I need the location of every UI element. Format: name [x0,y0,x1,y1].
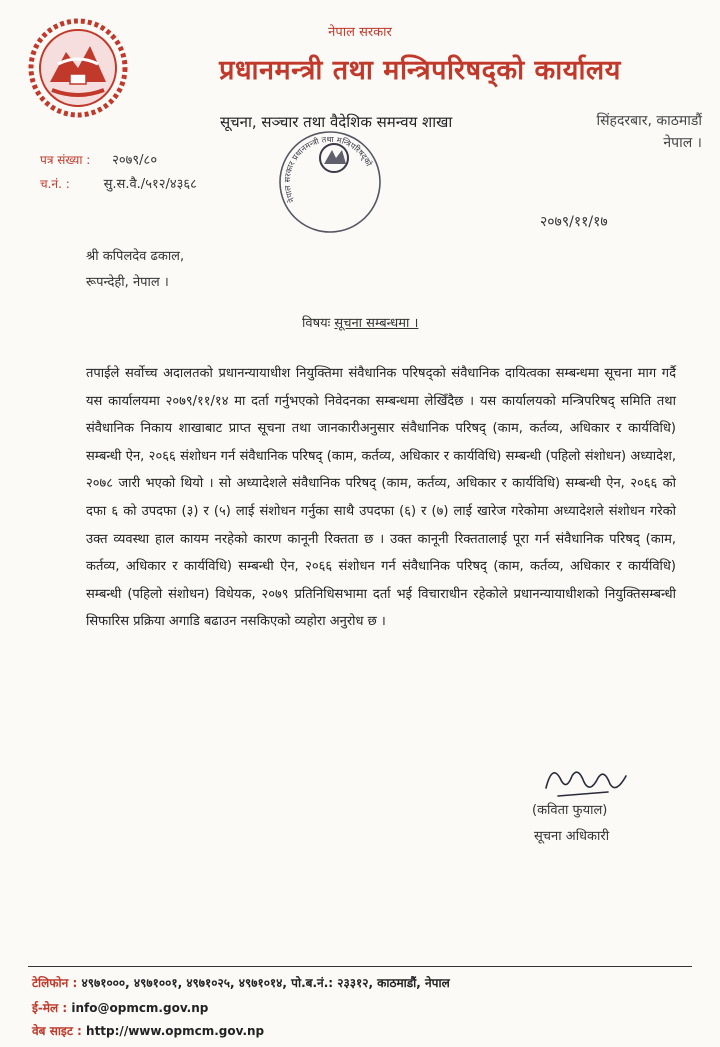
dispatch-number-label: च.नं. : [40,177,70,191]
subject-label: विषयः [302,316,331,331]
signatory-name: (कविता फुयाल) [532,803,608,818]
branch-name: सूचना, सञ्चार तथा वैदेशिक समन्वय शाखा [220,113,453,131]
signature-mark [538,758,648,804]
footer-divider [28,966,692,967]
letter-number-label: पत्र संख्या : [40,153,91,167]
letter-number: २०७९/८० [112,153,158,168]
website-label: वेब साइट : [32,1024,82,1038]
office-address [552,110,702,154]
letter-body: तपाईले सर्वोच्च अदालतको प्रधानन्यायाधीश नियुक्तिमा संवैधानिक परिषद्को संवैधानिक दायित्वका सम्बन्धमा सूचना माग गर्दै यस कार्यालयमा २०७९/११/१४ मा दर्ता गर्नुभएको निवेदनका सम्बन्धमा लेखिँदैछ । यस कार्यालयको मन्त्रिपरिषद् समिति तथा संवैधानिक निकाय शाखाबाट प्राप्त सूचना तथा जानकारीअनुसार संवैधानिक परिषद् (काम, कर्तव्य, अधिकार र कार्यविधि) सम्बन्धी ऐन, २०६६ संशोधन गर्न संवैधानिक परिषद् (काम, कर्तव्य, अधिकार र कार्यविधि) सम्बन्धी (पहिलो संशोधन) अध्यादेश, २०७८ जारी भएको थियो । सो अध्यादेशले संवैधानिक परिषद् (काम, कर्तव्य, अधिकार र कार्यविधि) सम्बन्धी ऐन, २०६६ को दफा ६ को उपदफा (३) र (५) लाई संशोधन गर्नुका साथै उपदफा (६) र (७) लाई खारेज गरेकोमा अध्यादेशले संशोधन गरेको उक्त व्यवस्था हाल कायम नरहेको कारण कानूनी रिक्तता छ । उक्त कानूनी रिक्ततालाई पूरा गर्न संवैधानिक परिषद् (काम, कर्तव्य, अधिकार र कार्यविधि) सम्बन्धी ऐन, २०६६ संशोधन गर्न संवैधानिक परिषद् (काम, कर्तव्य, अधिकार र कार्यविधि) सम्बन्धी (पहिलो संशोधन) विधेयक, २०७९ प्रतिनिधिसभामा दर्ता भई विचाराधीन रहेकोले प्रधानन्यायाधीशको नियुक्तिसम्बन्धी सिफारिस प्रक्रिया अगाडि बढाउन नसकिएको व्यहोरा अनुरोध छ । [86,366,676,630]
office-seal-stamp [276,128,384,236]
email-label: ई-मेल : [32,1001,68,1015]
subject-line [302,313,418,331]
footer-website-row [32,1022,264,1039]
office-name: प्रधानमन्त्री तथा मन्त्रिपरिषद्को कार्यालय [219,55,621,86]
recipient-name: श्री कपिलदेव ढकाल, [86,249,185,264]
phone-label: टेलिफोन : [32,976,78,990]
address-line-2: नेपाल । [663,135,702,151]
subject-text: सूचना सम्बन्धमा । [334,316,419,331]
dispatch-number: सु.स.वै./५१२/४३६८ [103,177,197,192]
letter-number-row [40,150,157,168]
seal-text: नेपाल सरकार प्रधानमन्त्री तथा मन्त्रिपरिषद्को [282,134,374,204]
footer-phone-row [32,974,450,991]
address-line-1: सिंहदरबार, काठमाडौं [596,113,702,129]
email-link[interactable]: info@opmcm.gov.np [71,1001,209,1015]
phone-value: ४९७१०००, ४९७१००१, ४९७१०२५, ४९७१०१४, पो.ब.नं.: २३३१२, काठमाडौं, नेपाल [81,976,450,990]
dispatch-number-row [40,174,197,192]
letter-date: २०७९/११/१७ [540,214,608,230]
signatory-designation: सूचना अधिकारी [534,829,610,844]
footer-email-row [32,999,208,1016]
government-name: नेपाल सरकार [328,25,392,40]
website-link[interactable]: http://www.opmcm.gov.np [86,1024,265,1038]
recipient-address: रूपन्देही, नेपाल । [86,275,169,290]
